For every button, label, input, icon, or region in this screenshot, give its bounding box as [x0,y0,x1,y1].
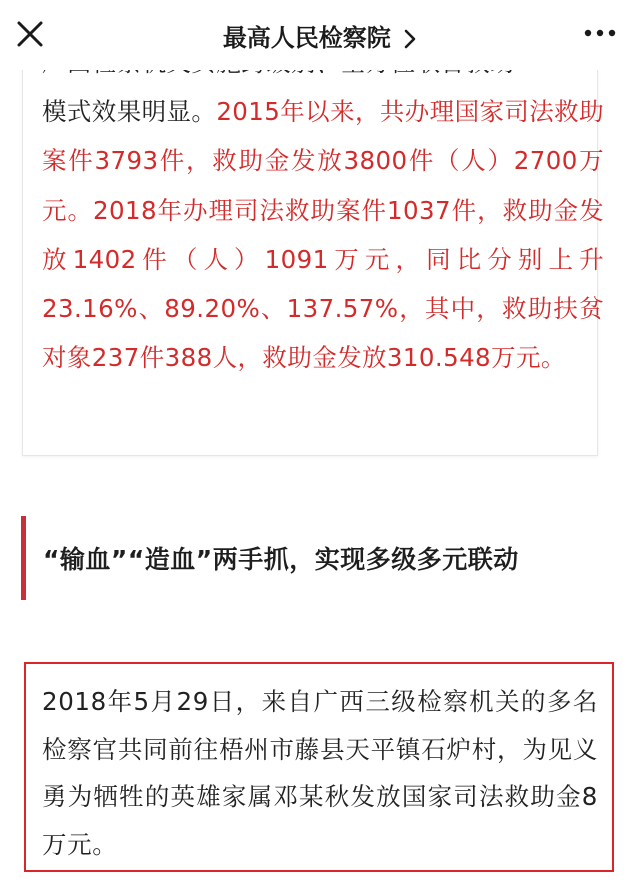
paragraph-red-text: 2015年以来，共办理国家司法救助案件3793件，救助金发放3800件（人）2700万元。2018年办理司法救助案件1037件，救助金发放1402件（人）1091万元，同比分别上升23.16%、89.20%、137.57%，其中，救助扶贫对象237件388人，救助金发放310.548万元。 [42,97,604,373]
article-paragraph-2: 2018年5月29日，来自广西三级检察机关的多名检察官共同前往梧州市藤县天平镇石炉村，为见义勇为牺牲的英雄家属邓某秋发放国家司法救助金8万元。 [42,687,598,859]
article-box-2 [24,662,614,872]
chevron-right-icon [403,28,417,50]
account-title-link[interactable] [0,18,640,53]
section-accent-bar [21,516,26,600]
more-icon[interactable] [582,22,618,44]
article-paragraph-1 [42,38,604,382]
paragraph-black-text: 模式效果明显。 [42,97,217,127]
section-title: “输血”“造血”两手抓，实现多级多元联动 [43,545,519,574]
account-name: 最高人民检察院 [222,24,391,52]
section-heading [21,516,621,600]
top-nav-bar [0,0,640,70]
